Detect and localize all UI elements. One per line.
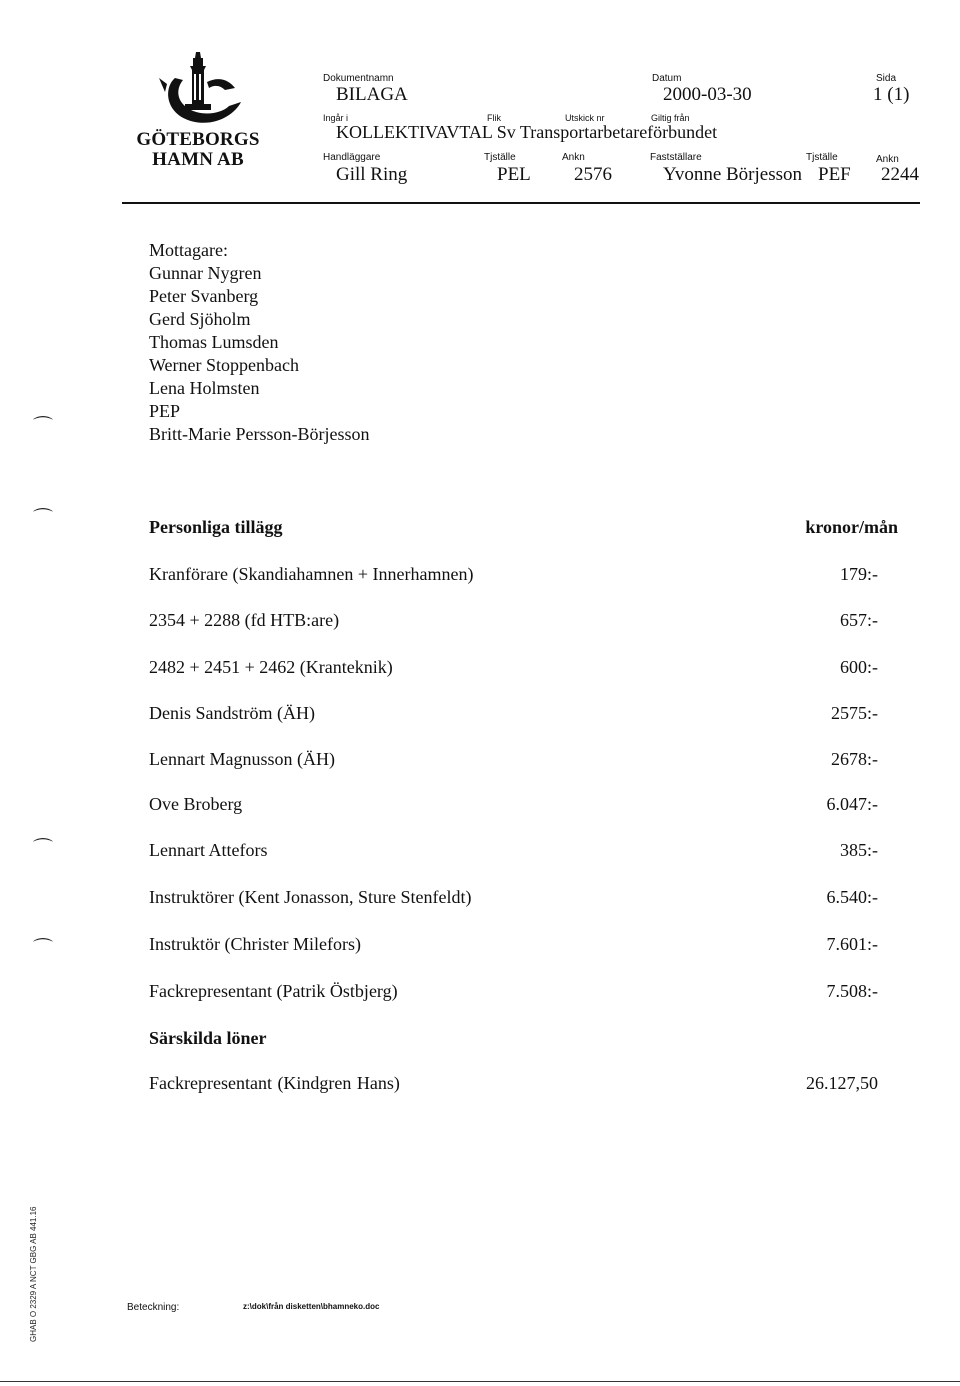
table-row-amount: 657:- xyxy=(840,610,878,630)
lighthouse-anchor-icon xyxy=(155,48,251,132)
table-row-amount: 2678:- xyxy=(831,749,878,769)
file-path: z:\dok\från disketten\bhamneko.doc xyxy=(243,1302,380,1311)
tjanstalle-label: Tjställe xyxy=(484,152,516,163)
datum-value: 2000-03-30 xyxy=(663,84,752,105)
footer-divider xyxy=(0,1381,960,1382)
faststallare-value: Yvonne Börjesson xyxy=(663,164,803,185)
table-row-label: Lennart Attefors xyxy=(149,840,268,860)
table-row-amount: 2575:- xyxy=(831,703,878,723)
margin-mark: ⌒ xyxy=(33,836,53,860)
tjanstalle2-value: PEF xyxy=(818,164,851,185)
side-form-code: GHAB O 2329 A NCT GBG AB 441.16 xyxy=(29,1206,38,1342)
table-row-amount: 179:- xyxy=(840,564,878,584)
table-row-label: Instruktörer (Kent Jonasson, Sture Stenfeldt) xyxy=(149,887,472,907)
tjanstalle2-label: Tjställe xyxy=(806,152,838,163)
margin-mark: ⌒ xyxy=(33,414,53,438)
recipient-name: Lena Holmsten xyxy=(149,378,260,398)
table-row-label: Lennart Magnusson (ÄH) xyxy=(149,749,335,769)
ankn-value: 2576 xyxy=(574,164,612,185)
table-row-label: Instruktör (Christer Milefors) xyxy=(149,934,361,954)
table-row-label: 2354 + 2288 (fd HTB:are) xyxy=(149,610,340,630)
ankn2-label: Ankn xyxy=(876,154,899,165)
table-heading: Personliga tillägg xyxy=(149,517,283,537)
table-row-label: 2482 + 2451 + 2462 (Kranteknik) xyxy=(149,657,393,677)
table-row-label: Ove Broberg xyxy=(149,794,243,814)
table-unit-heading: kronor/mån xyxy=(805,517,898,537)
table-row-label: Fackrepresentant (Patrik Östbjerg) xyxy=(149,981,398,1001)
recipient-name: Werner Stoppenbach xyxy=(149,355,299,375)
recipient-name: Peter Svanberg xyxy=(149,286,259,306)
giltig-label: Giltig från xyxy=(651,113,690,123)
header-divider xyxy=(122,202,920,204)
recipient-name: Gerd Sjöholm xyxy=(149,309,251,329)
table-row-amount: 385:- xyxy=(840,840,878,860)
datum-label: Datum xyxy=(652,73,682,84)
utskick-label: Utskick nr xyxy=(565,113,605,123)
recipient-name: Gunnar Nygren xyxy=(149,263,262,283)
dokumentnamn-value: BILAGA xyxy=(336,84,408,105)
recipients-title: Mottagare: xyxy=(149,240,228,260)
tjanstalle-value: PEL xyxy=(497,164,531,185)
company-logo xyxy=(155,48,251,132)
recipient-name: Thomas Lumsden xyxy=(149,332,279,352)
sida-value: 1 (1) xyxy=(873,84,910,105)
flik-label: Flik xyxy=(487,113,501,123)
company-name-line2: HAMN AB xyxy=(152,149,244,170)
beteckning-label: Beteckning: xyxy=(127,1302,180,1313)
ankn2-value: 2244 xyxy=(881,164,919,185)
table-row-amount: 7.601:- xyxy=(826,934,878,954)
margin-mark: ⌒ xyxy=(33,506,53,530)
company-name xyxy=(122,130,274,170)
ingar-i-value: KOLLEKTIVAVTAL Sv Transportarbetareförbundet xyxy=(336,122,718,142)
handlaggare-label: Handläggare xyxy=(323,152,381,163)
table-row-amount: 26.127,50 xyxy=(806,1073,878,1093)
faststallare-label: Fastställare xyxy=(650,152,702,163)
table-row-amount: 6.047:- xyxy=(826,794,878,814)
table-row-label: Denis Sandström (ÄH) xyxy=(149,703,315,723)
dokumentnamn-label: Dokumentnamn xyxy=(323,73,394,84)
margin-mark: ⌒ xyxy=(33,936,53,960)
handlaggare-value: Gill Ring xyxy=(336,164,408,185)
recipient-name: Britt-Marie Persson-Börjesson xyxy=(149,424,370,444)
table-row-label: Fackrepresentant (Kindgren Hans) xyxy=(149,1073,400,1093)
special-heading: Särskilda löner xyxy=(149,1028,267,1048)
company-name-line1: GÖTEBORGS xyxy=(136,129,260,150)
table-row-amount: 7.508:- xyxy=(826,981,878,1001)
table-row-amount: 6.540:- xyxy=(826,887,878,907)
recipient-name: PEP xyxy=(149,401,181,421)
ankn-label: Ankn xyxy=(562,152,585,163)
table-row-label: Kranförare (Skandiahamnen + Innerhamnen) xyxy=(149,564,474,584)
sida-label: Sida xyxy=(876,73,897,84)
ingar-i-label: Ingår i xyxy=(323,113,349,123)
table-row-amount: 600:- xyxy=(840,657,878,677)
